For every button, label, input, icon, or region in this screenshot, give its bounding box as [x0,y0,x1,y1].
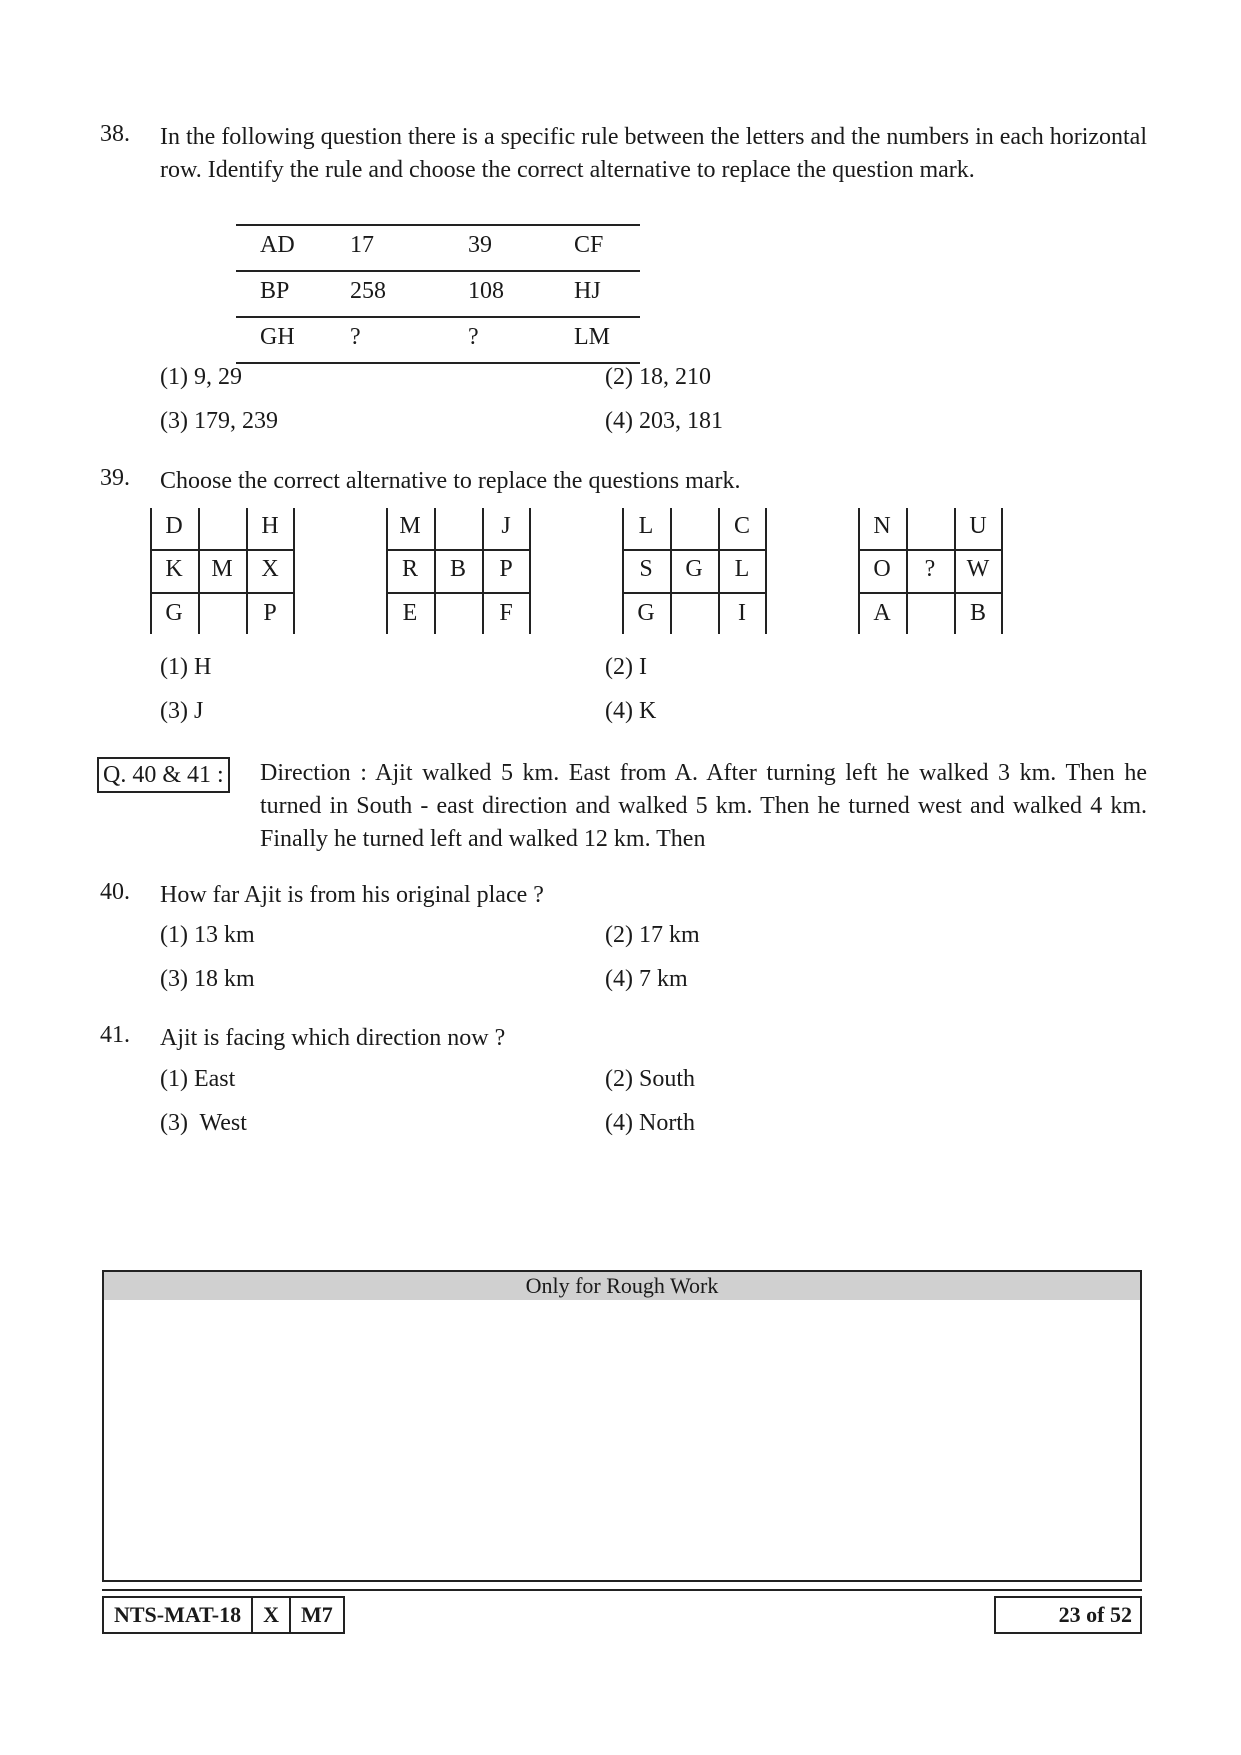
letter-grid-2 [386,508,531,634]
question-number-40: 40. [100,879,130,905]
q40-option-2[interactable]: (2) 17 km [605,922,700,948]
grid-cell: A [873,600,891,626]
grid-cell: B [969,600,986,626]
q39-option-4[interactable]: (4) K [605,698,657,724]
q39-option-1[interactable]: (1) H [160,654,212,680]
table-cell: GH [260,324,295,350]
table-cell: HJ [574,278,601,304]
q39-option-3[interactable]: (3) J [160,698,204,724]
question-text-40: How far Ajit is from his original place ? [160,882,544,908]
table-cell: BP [260,278,290,304]
q41-option-2[interactable]: (2) South [605,1066,695,1092]
grid-cell: E [402,600,418,626]
table-row [236,224,640,272]
page-number: 23 of 52 [1058,1602,1132,1627]
q38-option-2[interactable]: (2) 18, 210 [605,364,711,390]
grid-cell: H [261,513,279,539]
grid-cell: S [639,556,653,582]
q38-option-3[interactable]: (3) 179, 239 [160,408,278,434]
grid-cell: M [399,513,421,539]
grid-cell: K [165,556,183,582]
grid-cell: R [401,556,418,582]
question-number-39: 39. [100,465,130,491]
grid-cell: N [873,513,891,539]
letter-grid-4 [858,508,1003,634]
question-number-41: 41. [100,1022,130,1048]
question-text-39: Choose the correct alternative to replace the questions mark. [160,468,741,494]
question-number-38: 38. [100,121,130,147]
grid-cell: G [165,600,183,626]
grid-cell: P [499,556,513,582]
direction-text: Direction : Ajit walked 5 km. East from A. After turning left he walked 3 km. Then he turned in South - east direction and walked 5 km. Then he turned west and walked 4 km. Finally he turned left and walked 12 km. Then [260,760,1147,852]
grid-cell: D [165,513,183,539]
table-cell: AD [260,232,295,258]
grid-cell: J [501,513,511,539]
q41-option-3[interactable]: (3) West [160,1110,247,1136]
table-row [236,318,640,364]
footer-divider [102,1589,1142,1591]
page-number-box [994,1596,1142,1634]
q40-option-3[interactable]: (3) 18 km [160,966,255,992]
q41-option-1[interactable]: (1) East [160,1066,236,1092]
q39-option-2[interactable]: (2) I [605,654,647,680]
table-cell: 39 [468,232,492,258]
table-cell: ? [350,324,361,350]
grid-cell: L [638,513,654,539]
q40-option-4[interactable]: (4) 7 km [605,966,688,992]
grid-cell: U [969,513,987,539]
grid-cell: B [449,556,466,582]
grid-cell: O [873,556,891,582]
question-text-38: In the following question there is a specific rule between the letters and the numbers in each horizontal row. Identify the rule and choose the correct alternative to replace the question mark. [160,124,1147,183]
letter-grid-1 [150,508,295,634]
paper-code: NTS-MAT-18 [104,1598,253,1632]
grid-cell: M [211,556,233,582]
table-row [236,272,640,318]
grid-cell: I [738,600,746,626]
paper-medium: M7 [301,1602,333,1627]
grid-cell: ? [924,556,936,582]
grid-cell: X [261,556,279,582]
grid-cell: G [637,600,655,626]
paper-set: X [253,1598,291,1632]
table-cell: 17 [350,232,374,258]
grid-cell: L [734,556,750,582]
direction-label-box: Q. 40 & 41 : [97,757,230,793]
table-cell: 258 [350,278,386,304]
table-cell: LM [574,324,610,350]
q41-option-4[interactable]: (4) North [605,1110,695,1136]
grid-cell: P [263,600,277,626]
table-cell: 108 [468,278,504,304]
rough-work-box[interactable] [102,1270,1142,1582]
q38-option-1[interactable]: (1) 9, 29 [160,364,242,390]
grid-cell: W [966,556,990,582]
footer-code-box [102,1596,345,1634]
q40-option-1[interactable]: (1) 13 km [160,922,255,948]
grid-cell: F [499,600,513,626]
table-cell: ? [468,324,479,350]
q38-option-4[interactable]: (4) 203, 181 [605,408,723,434]
question-text-41: Ajit is facing which direction now ? [160,1025,506,1051]
q38-table [236,224,640,364]
grid-cell: G [685,556,703,582]
rough-work-header: Only for Rough Work [104,1272,1140,1300]
grid-cell: C [733,513,750,539]
table-cell: CF [574,232,604,258]
letter-grid-3 [622,508,767,634]
